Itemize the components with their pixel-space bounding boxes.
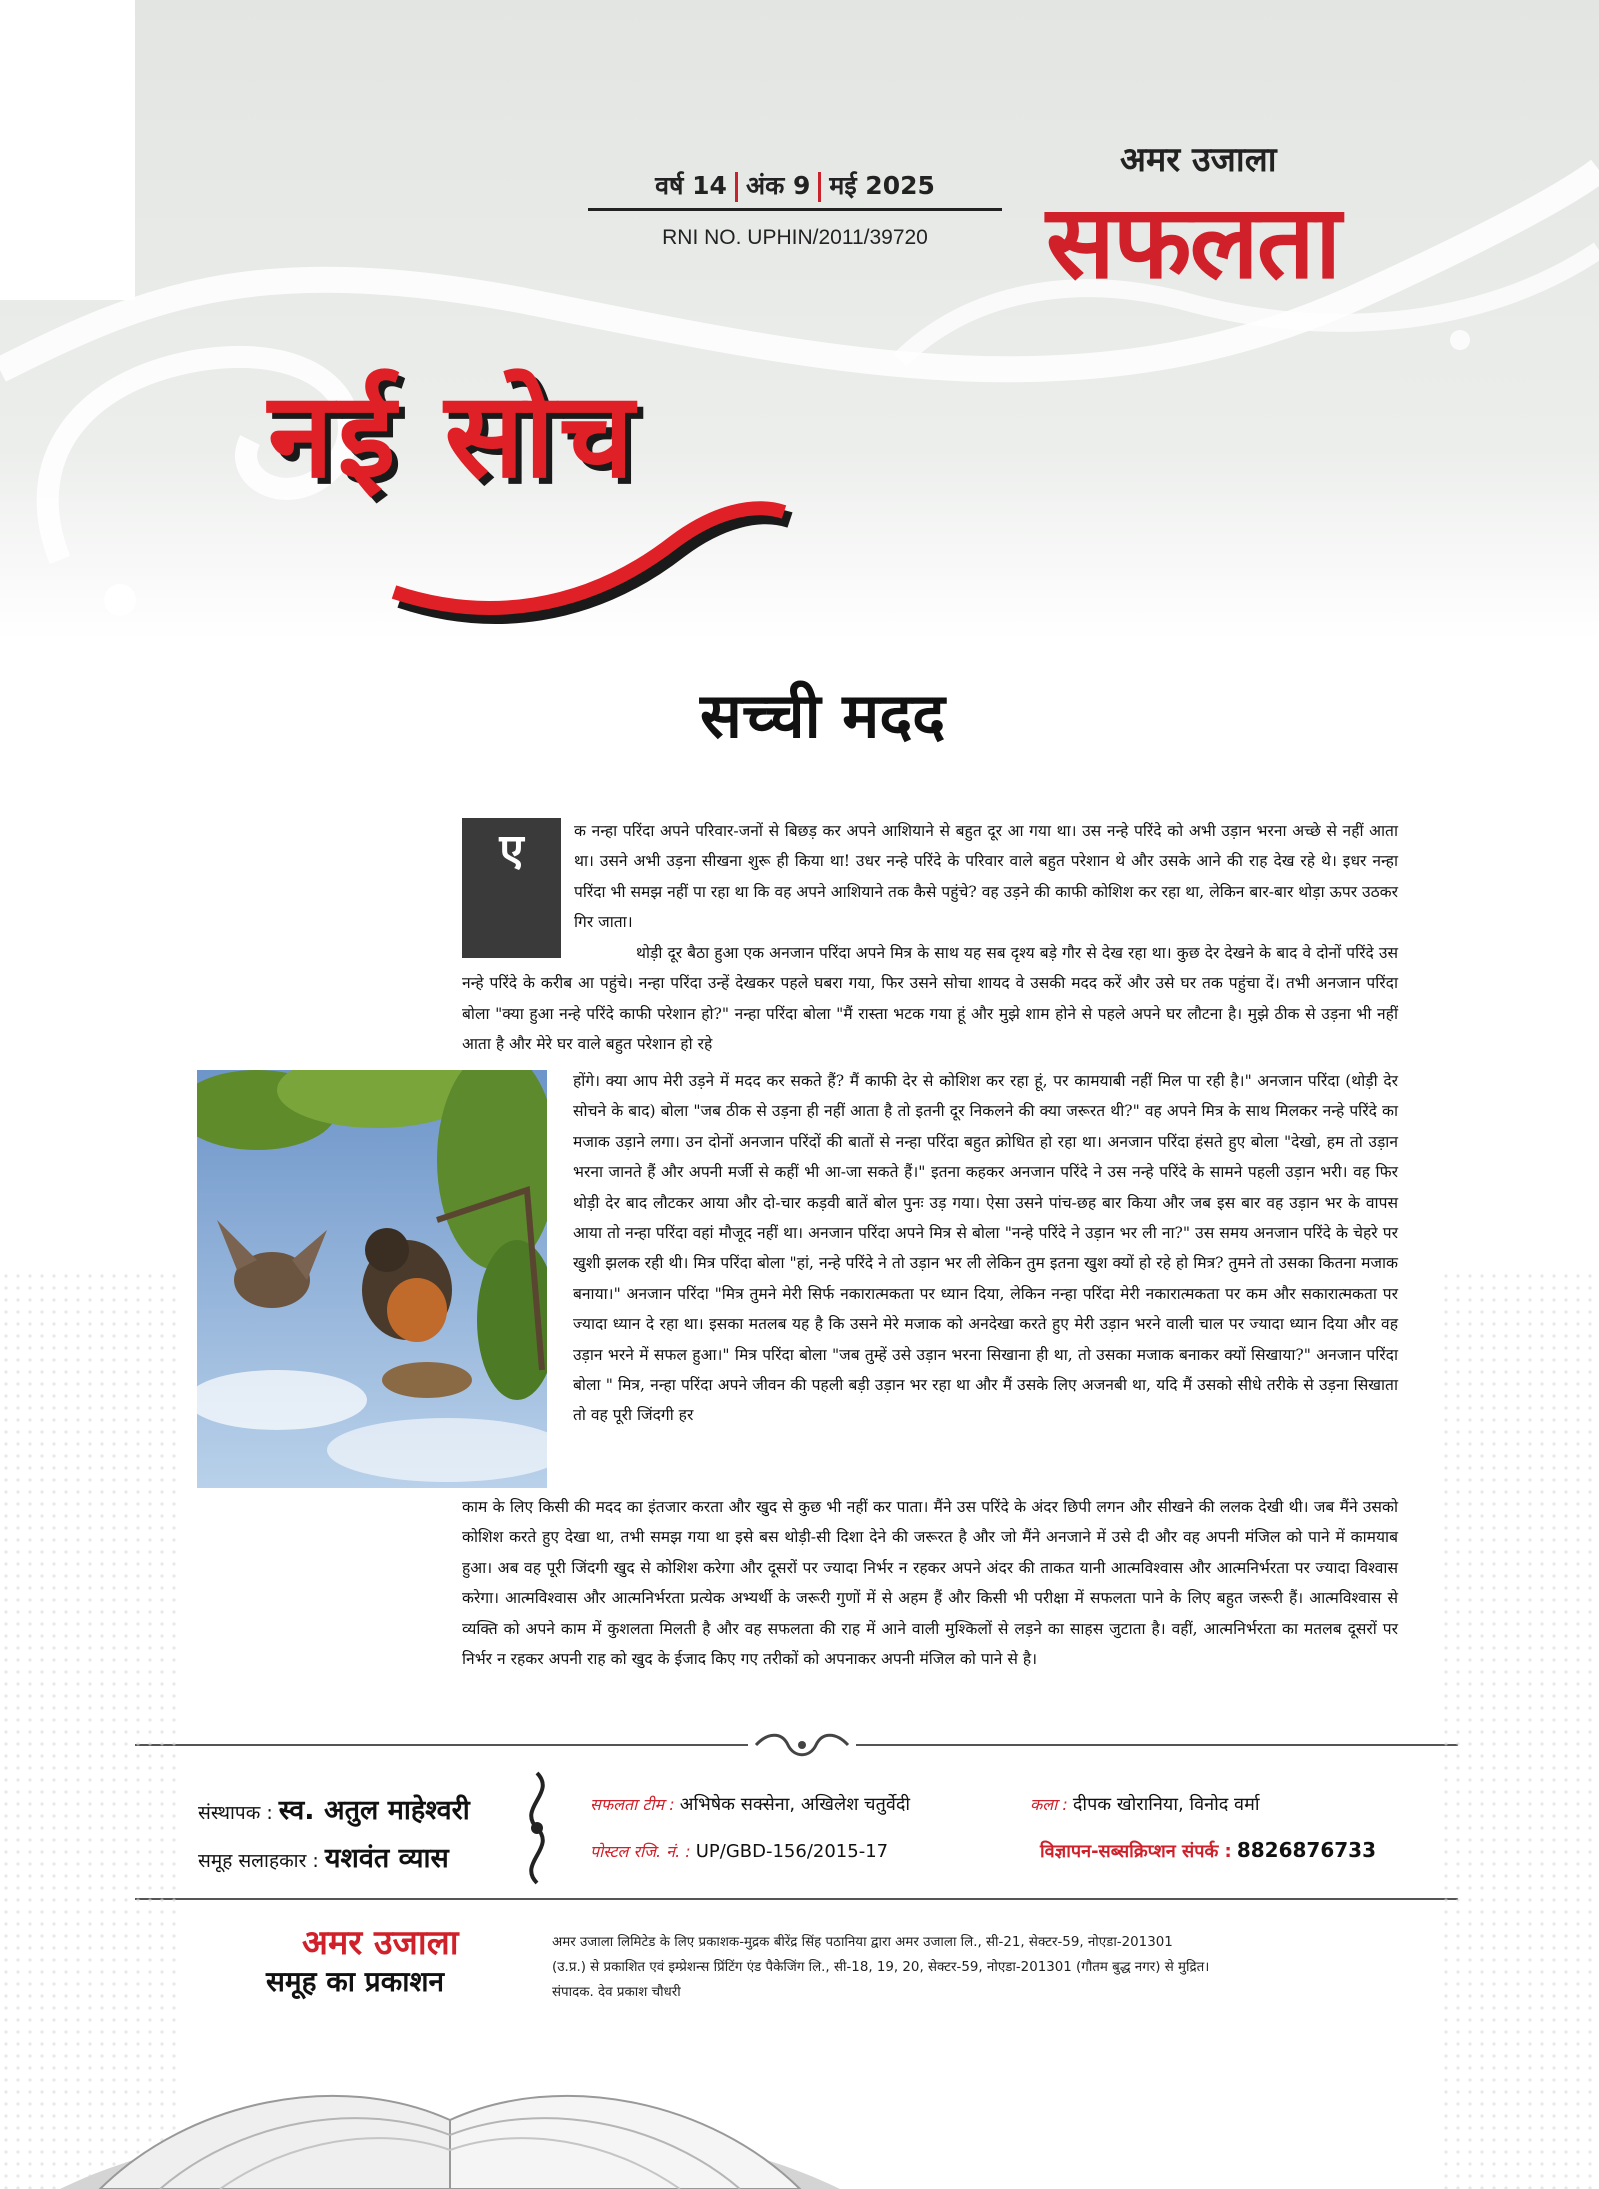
issue-rule: [588, 208, 1002, 211]
issue-year: वर्ष 14: [655, 171, 727, 200]
rni-number: RNI NO. UPHIN/2011/39720: [662, 226, 928, 249]
founder-label: संस्थापक :: [198, 1802, 273, 1824]
section-title: नई सोच: [268, 365, 638, 504]
section-flourish: [380, 480, 800, 630]
advisor-label: समूह सलाहकार :: [198, 1850, 319, 1872]
team-value: अभिषेक सक्सेना, अखिलेश चतुर्वेदी: [679, 1794, 911, 1815]
ads-value: 8826876733: [1236, 1838, 1377, 1862]
open-book-image: [40, 1990, 860, 2189]
drop-cap: ए: [462, 818, 561, 958]
publisher-subtitle: समूह का प्रकाशन: [266, 1965, 445, 1998]
postal-value: UP/GBD-156/2015-17: [695, 1841, 889, 1862]
article-paragraph: काम के लिए किसी की मदद का इंतजार करता और खुद से कुछ भी नहीं कर पाता। मैंने उस परिंदे के अंदर छिपी लगन और सीखने की ललक देखी थी। जब मैंने उसको कोशिश करते हुए देखा था, तभी समझ गया था इसे बस थोड़ी-सी दिशा देने की जरूरत है और जो मैंने अनजाने में उसे दी और वह अपनी मंजिल को पाने में कामयाब हुआ। अब वह पूरी जिंदगी खुद से कोशिश करेगा और दूसरों पर ज्यादा निर्भर न रहकर अपने अंदर की ताकत यानी आत्मविश्वास और आत्मनिर्भरता पर ज्यादा विश्वास करेगा। आत्मविश्वास और आत्मनिर्भरता प्रत्येक अभ्यर्थी के जरूरी गुणों में से अहम हैं और किसी भी परीक्षा में सफलता पाने के लिए बहुत जरूरी हैं। आत्मविश्वास से व्यक्ति को अपने काम में कुशलता मिलती है और वह सफलता की राह में आने वाली मुश्किलों से लड़ने का साहस जुटाता है। वहीं, आत्मनिर्भरता का मतलब दूसरों पर निर्भर न रहकर अपनी राह को खुद के ईजाद किए गए तरीकों को अपनाकर अपनी मंजिल को पाने से है।: [462, 1498, 1398, 1669]
imprint-line: संपादक. देव प्रकाश चौधरी: [552, 1985, 681, 2000]
postal-label: पोस्टल रजि. नं. :: [590, 1842, 691, 1861]
team-label: सफलता टीम :: [590, 1795, 675, 1814]
article-paragraph: होंगे। क्या आप मेरी उड़ने में मदद कर सकते हैं? मैं काफी देर से कोशिश कर रहा हूं, पर कामयाबी नहीं मिल पा रही है।" अनजान परिंदा (थोड़ी देर सोचने के बाद) बोला "जब ठीक से उड़ना ही नहीं आता है तो इतनी दूर निकलने की क्या जरूरत थी?" वह अपने मित्र के साथ मिलकर नन्हे परिंदे का मजाक उड़ाने लगा। उन दोनों अनजान परिंदों की बातों से नन्हा परिंदा बहुत क्रोधित हो रहा था। अनजान परिंदा हंसते हुए बोला "देखो, हम तो उड़ान भरना जानते हैं और अपनी मर्जी से कहीं भी आ-जा सकते हैं।" इतना कहकर अनजान परिंदे ने उस नन्हे परिंदे के सामने पहली उड़ान भरी। वह फिर थोड़ी देर बाद लौटकर आया और दो-चार कड़वी बातें बोल पुनः उड़ गया। ऐसा उसने पांच-छह बार किया और जब इस बार वह उड़ान भर के वापस आया तो नन्हा परिंदा वहां मौजूद नहीं था। अनजान परिंदा अपने मित्र से बोला "नन्हे परिंदे ने उड़ान भर ली ना?" उस समय अनजान परिंदे के चेहरे पर खुशी झलक रही थी। मित्र परिंदा बोला "हां, नन्हे परिंदे ने तो उड़ान भर ली लेकिन तुम इतना खुश क्यों हो रहे हो मित्र? तुमने तो उसका कितना मजाक बनाया।" अनजान परिंदा "मित्र तुमने मेरी सिर्फ नकारात्मकता पर ध्यान दिया, लेकिन नन्हा परिंदा मेरी नकारात्मकता पर कम और सकारात्मकता पर ज्यादा ध्यान दे रहा था। इसका मतलब यह है कि उसने मेरे मजाक को अनदेखा करते हुए मेरी उड़ान भरने वाली चाल पर ज्यादा ध्यान दिया और वह उड़ान भरने में सफल हुआ।" मित्र परिंदा बोला "जब तुम्हें उसे उड़ान भरना सिखाना ही था, तो उसका मजाक बनाकर क्यों सिखाया?" अनजान परिंदा बोला " मित्र, नन्हा परिंदा अपने जीवन की पहली बड़ी उड़ान भर रहा था और मैं उसके लिए अजनबी था, यदि मैं उसको सीधे तरीके से उड़ना सिखाता तो वह पूरी जिंदगी हर: [573, 1072, 1398, 1425]
article-headline: सच्ची मदद: [700, 679, 946, 752]
art-label: कला :: [1030, 1795, 1068, 1814]
publisher-logo: अमर उजाला: [302, 1923, 459, 1963]
issue-number: अंक 9: [745, 171, 811, 200]
issue-separator: [818, 172, 821, 202]
advisor-name: यशवंत व्यास: [324, 1843, 449, 1874]
issue-info: [588, 168, 1002, 202]
issue-separator: [735, 172, 738, 202]
brand-logo-big: सफलता: [1046, 182, 1340, 302]
art-value: दीपक खोरानिया, विनोद वर्मा: [1072, 1794, 1260, 1815]
brand-logo-small: अमर उजाला: [1120, 140, 1277, 180]
founder-name: स्व. अतुल माहेश्वरी: [278, 1795, 470, 1826]
article-paragraph: क नन्हा परिंदा अपने परिवार-जनों से बिछड़ कर अपने आशियाने से बहुत दूर आ गया था। उस नन्हे परिंदे को अभी उड़ान भरना अच्छे से नहीं आता था। उसने अभी उड़ना सीखना शुरू ही किया था! उधर नन्हे परिंदे के परिवार वाले बहुत परेशान थे और उसके आने की राह देख रहे थे। इधर नन्हा परिंदा भी समझ नहीं पा रहा था कि वह अपने आशियाने तक कैसे पहुंचे? वह उड़ने की काफी कोशिश कर रहा था, लेकिन बार-बार थोड़ा ऊपर उठकर गिर जाता।: [574, 822, 1399, 932]
ads-label: विज्ञापन-सब्सक्रिप्शन संपर्क :: [1040, 1841, 1232, 1862]
issue-date: मई 2025: [829, 171, 935, 200]
imprint-line: (उ.प्र.) से प्रकाशित एवं इम्प्रेशन्स प्रिंटिंग एंड पैकेजिंग लि., सी-18, 19, 20, सेक्टर-59, नोएडा-201301 (गौतम बुद्ध नगर) से मुद्रित।: [552, 1960, 1210, 1975]
article-paragraph: थोड़ी दूर बैठा हुआ एक अनजान परिंदा अपने मित्र के साथ यह सब दृश्य बड़े गौर से देख रहा था। कुछ देर देखने के बाद वे दोनों परिंदे उस नन्हे परिंदे के करीब आ पहुंचे। नन्हा परिंदा उन्हें देखकर पहले घबरा गया, फिर उसने सोचा शायद वे उसकी मदद करें और उसे घर तक पहुंचा दें। तभी अनजान परिंदा बोला "क्या हुआ नन्हे परिंदे काफी परेशान हो?" नन्हा परिंदा बोला "मैं रास्ता भटक गया हूं और मुझे शाम होने से पहले अपने घर लौटना है। मुझे ठीक से उड़ना भी नहीं आता है और मेरे घर वाले बहुत परेशान हो रहे: [462, 944, 1398, 1054]
imprint-line: अमर उजाला लिमिटेड के लिए प्रकाशक-मुद्रक बीरेंद्र सिंह पठानिया द्वारा अमर उजाला लि., सी-21, सेक्टर-59, नोएडा-201301: [552, 1935, 1173, 1950]
